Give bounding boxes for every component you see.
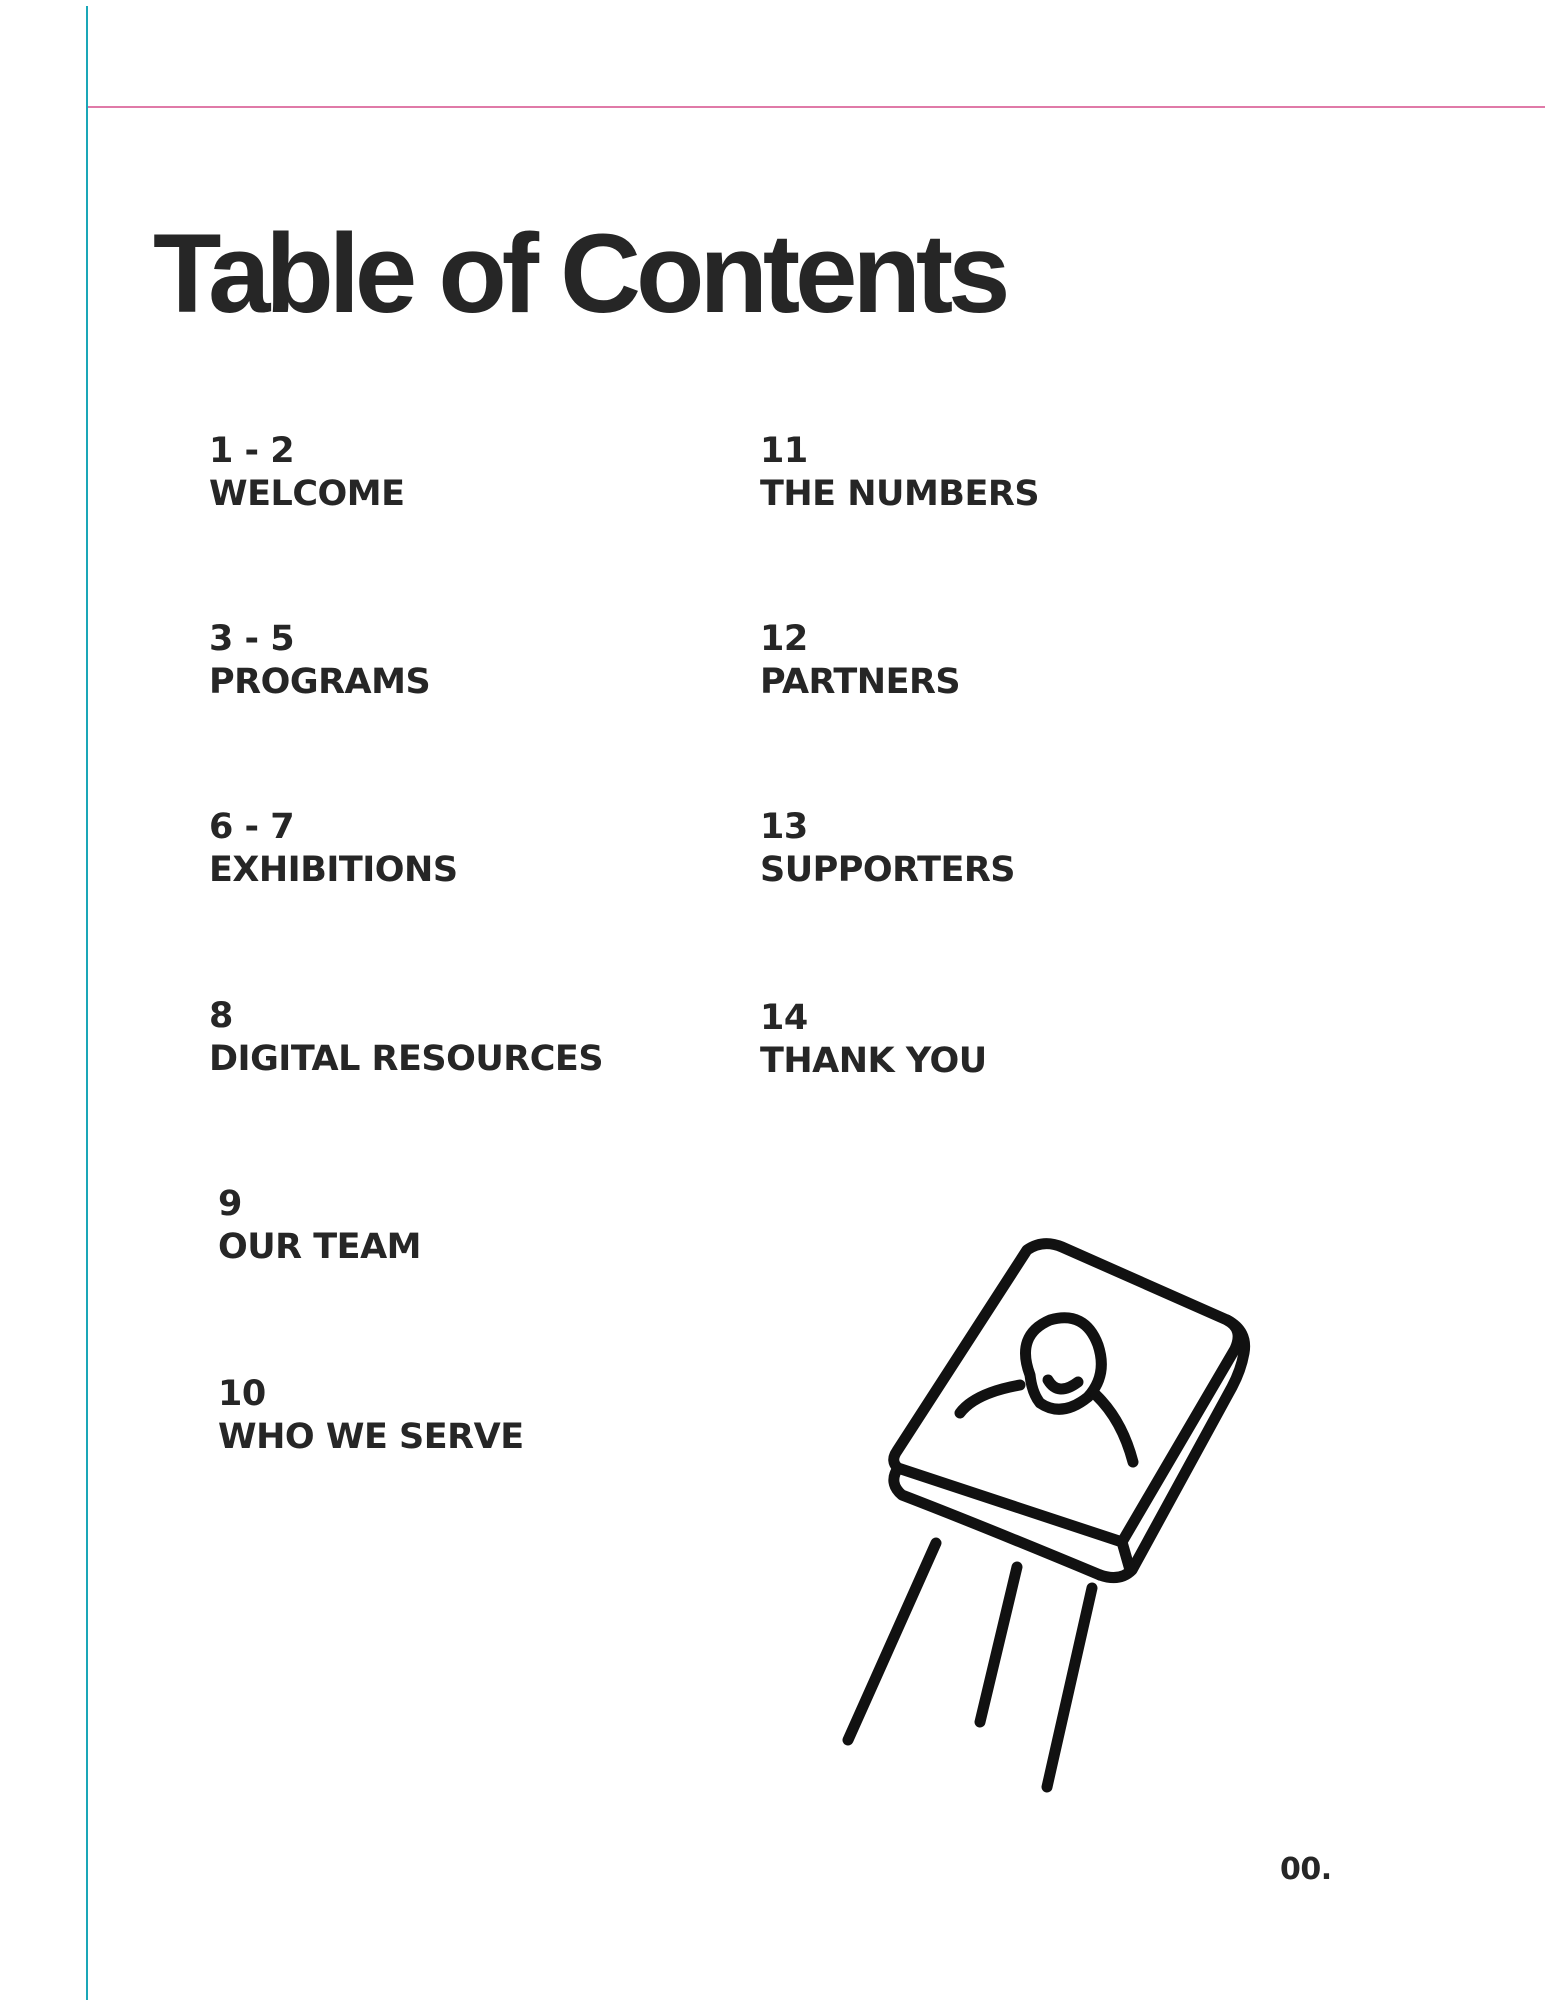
toc-entry-pages: 1 - 2: [209, 431, 295, 471]
toc-entry-pages: 6 - 7: [209, 807, 295, 847]
toc-entry-pages: 8: [209, 996, 233, 1036]
toc-entry-label: PROGRAMS: [209, 662, 431, 702]
page-number: 00.: [1280, 1852, 1332, 1887]
toc-entry-label: SUPPORTERS: [760, 850, 1016, 890]
toc-entry-label: THE NUMBERS: [760, 474, 1040, 514]
toc-entry-pages: 14: [760, 998, 808, 1038]
toc-entry-pages: 10: [218, 1374, 266, 1414]
toc-entry-who-we-serve[interactable]: [218, 1373, 524, 1459]
toc-entry-label: WHO WE SERVE: [218, 1417, 524, 1457]
toc-entry-pages: 11: [760, 431, 808, 471]
toc-entry-programs[interactable]: [209, 618, 430, 704]
toc-entry-the-numbers[interactable]: [760, 430, 1039, 516]
toc-entry-label: DIGITAL RESOURCES: [209, 1039, 604, 1079]
toc-entry-digital-resources[interactable]: [209, 995, 603, 1081]
toc-entry-label: WELCOME: [209, 474, 405, 514]
top-rule: [88, 106, 1545, 108]
toc-entry-supporters[interactable]: [760, 806, 1015, 892]
toc-entry-label: THANK YOU: [760, 1041, 987, 1081]
page-title: Table of Contents: [153, 211, 1006, 336]
toc-entry-pages: 12: [760, 619, 808, 659]
toc-entry-thank-you[interactable]: [760, 997, 987, 1083]
toc-entry-pages: 9: [218, 1184, 242, 1224]
toc-entry-our-team[interactable]: [218, 1183, 421, 1269]
toc-entry-partners[interactable]: [760, 618, 960, 704]
toc-entry-label: EXHIBITIONS: [209, 850, 458, 890]
toc-entry-welcome[interactable]: [209, 430, 405, 516]
easel-portrait-icon: [830, 1225, 1260, 1805]
toc-entry-label: OUR TEAM: [218, 1227, 422, 1267]
toc-entry-pages: 13: [760, 807, 808, 847]
toc-entry-label: PARTNERS: [760, 662, 961, 702]
left-margin-rule: [86, 6, 88, 2000]
toc-entry-exhibitions[interactable]: [209, 806, 458, 892]
toc-entry-pages: 3 - 5: [209, 619, 295, 659]
